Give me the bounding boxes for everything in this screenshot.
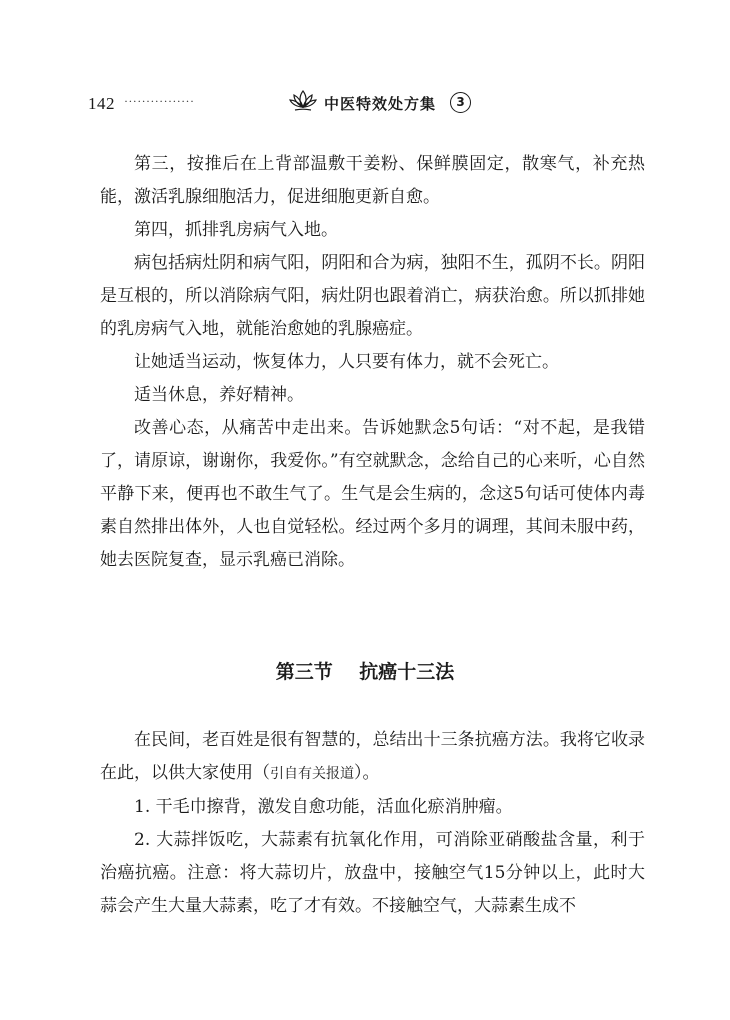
paragraph: 让她适当运动，恢复体力，人只要有体力，就不会死亡。 bbox=[134, 352, 559, 372]
intro-paragraph bbox=[100, 724, 645, 791]
page-number: 142 bbox=[88, 94, 115, 113]
paragraph: 病包括病灶阴和病气阳，阴阳和合为病，独阳不生，孤阴不长。阴阳是互根的，所以消除病气阳，病灶阴也跟着消亡，病获治愈。所以抓排她的乳房病气入地，就能治愈她的乳腺癌症。 bbox=[100, 253, 645, 339]
paragraph: 改善心态，从痛苦中走出来。告诉她默念5句话：“对不起，是我错了，请原谅，谢谢你，我爱你。”有空就默念，念给自己的心来听，心自然平静下来，便再也不敢生气了。生气是会生病的，念这5句话可使体内毒素自然排出体外，人也自觉轻松。经过两个多月的调理，其间未服中药，她去医院复查，显示乳癌已消除。 bbox=[100, 418, 645, 570]
running-header bbox=[0, 84, 730, 124]
body-text-top bbox=[100, 148, 645, 577]
list-item: 2. 大蒜拌饭吃，大蒜素有抗氧化作用，可消除亚硝酸盐含量，利于治癌抗癌。注意：将大蒜切片，放盘中，接触空气15分钟以上，此时大蒜会产生大量大蒜素，吃了才有效。不接触空气，大蒜素生成不 bbox=[100, 830, 645, 916]
volume-badge: 3 bbox=[450, 92, 471, 113]
section-title: 第三节 抗癌十三法 bbox=[275, 661, 455, 683]
body-text-bottom bbox=[100, 724, 645, 923]
citation-text: 引自有关报道 bbox=[270, 766, 354, 782]
paragraph: 适当休息，养好精神。 bbox=[134, 385, 304, 405]
intro-text: 在民间，老百姓是很有智慧的，总结出十三条抗癌方法。我将它收录在此，以供大家使用（ bbox=[100, 730, 645, 783]
paragraph: 第三，按推后在上背部温敷干姜粉、保鲜膜固定，散寒气，补充热能，激活乳腺细胞活力，促进细胞更新自愈。 bbox=[100, 154, 645, 207]
paragraph: 第四，抓排乳房病气入地。 bbox=[134, 220, 338, 240]
intro-end: ）。 bbox=[354, 763, 380, 783]
list-item: 1. 干毛巾擦背，激发自愈功能，活血化瘀消肿瘤。 bbox=[134, 797, 513, 817]
book-title: 中医特效处方集 bbox=[324, 95, 437, 113]
header-dot-leader: ················ bbox=[124, 94, 195, 108]
lotus-icon bbox=[288, 88, 318, 114]
